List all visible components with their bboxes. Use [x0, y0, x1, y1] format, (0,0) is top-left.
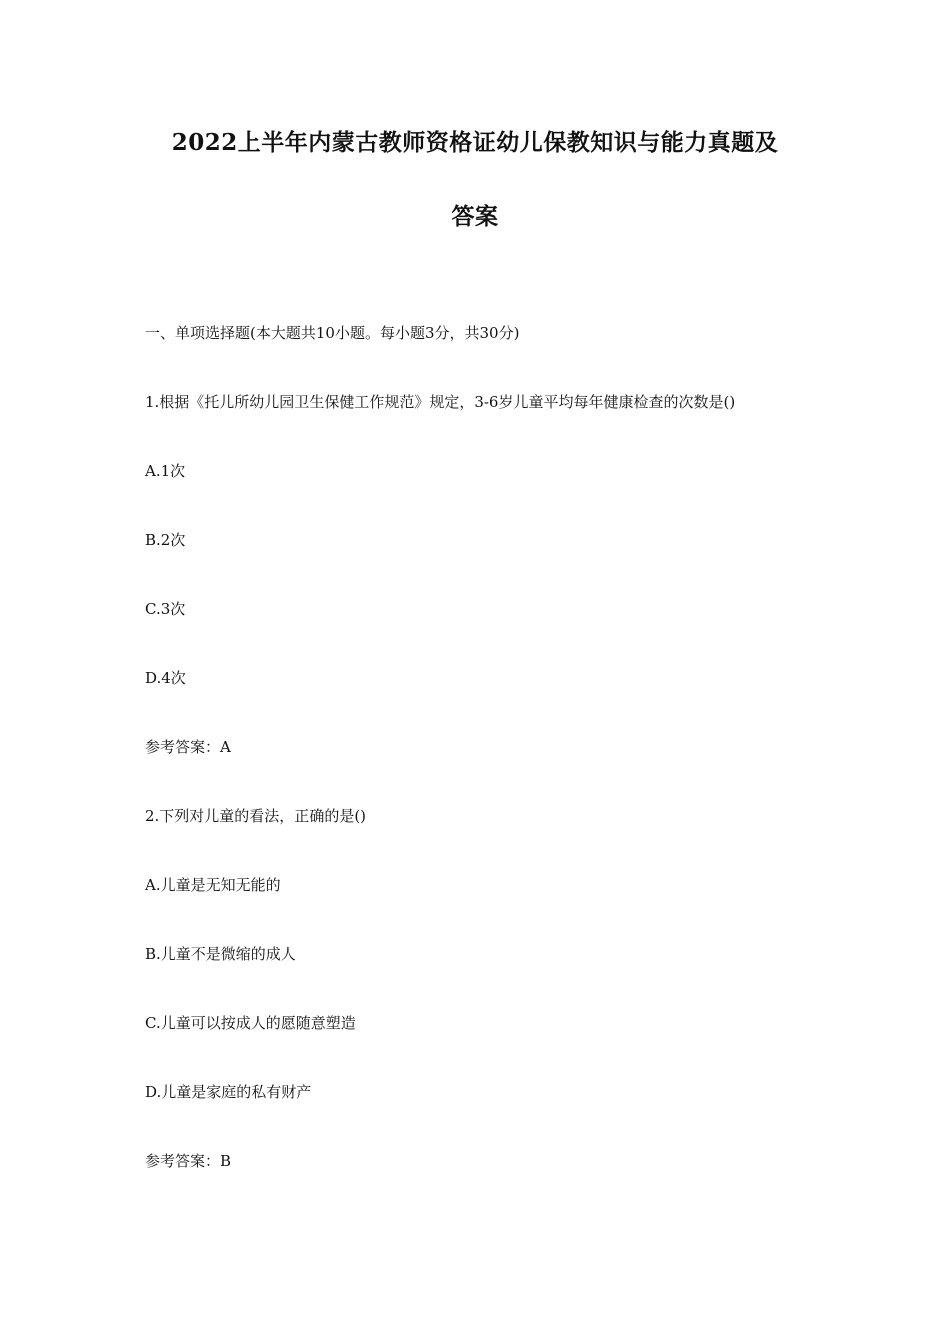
question-1-answer: 参考答案：A	[145, 738, 231, 756]
question-2-stem: 2.下列对儿童的看法，正确的是()	[145, 807, 367, 825]
question-2-option-b: B.儿童不是微缩的成人	[145, 945, 296, 963]
question-1-option-c: C.3次	[145, 600, 186, 618]
question-1-stem: 1.根据《托儿所幼儿园卫生保健工作规范》规定，3-6岁儿童平均每年健康检查的次数是()	[145, 393, 736, 411]
question-1-option-a: A.1次	[145, 462, 186, 480]
question-2-answer: 参考答案：B	[145, 1152, 232, 1170]
question-1-option-b: B.2次	[145, 531, 186, 549]
section-heading: 一、单项选择题(本大题共10小题。每小题3分，共30分)	[145, 324, 520, 342]
question-2-option-a: A.儿童是无知无能的	[145, 876, 281, 894]
document-title-line-1: 2022上半年内蒙古教师资格证幼儿保教知识与能力真题及	[171, 129, 779, 156]
question-2-option-c: C.儿童可以按成人的愿随意塑造	[145, 1014, 356, 1032]
document-title-line-2: 答案	[451, 203, 499, 230]
question-1-option-d: D.4次	[145, 669, 186, 687]
question-2-option-d: D.儿童是家庭的私有财产	[145, 1083, 312, 1101]
